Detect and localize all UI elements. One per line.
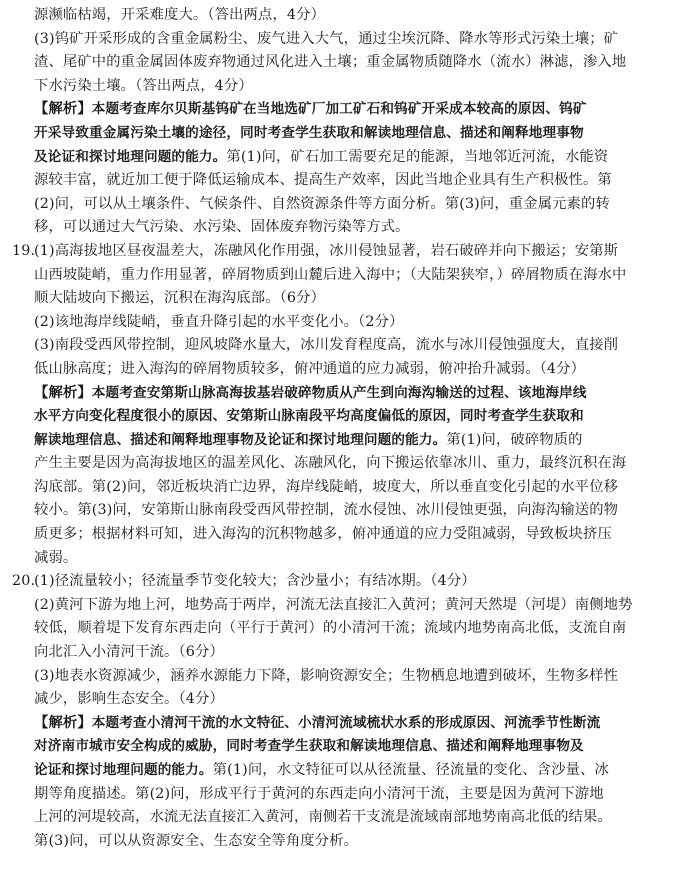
q19-answer-1-line: 山西坡陡峭，重力作用显著，碎屑物质到山麓后进入海中；（大陆架狭窄，）碎屑物质在海水中 xyxy=(34,266,627,283)
q20-answer-3-line: 减少，影响生态安全。（4分） xyxy=(34,691,224,708)
q19-analysis-line: 较小。第(3)问，安第斯山脉南段受西风带控制，流水侵蚀、冰川侵蚀更强，向海沟输送的物 xyxy=(34,502,619,519)
q18-answer-3-line: (3)钨矿开采形成的含重金属粉尘、废气进入大气，通过尘埃沉降、降水等形式污染土壤；矿 xyxy=(34,30,619,47)
q19-answer-3-line: 低山脉高度；进入海沟的碎屑物质较多，俯冲通道的应力减弱，俯冲抬升减弱。（4分） xyxy=(34,360,586,377)
q18-analysis-line: 开采导致重金属污染土壤的途径，同时考查学生获取和解读地理信息、描述和阐释地理事物 xyxy=(34,124,584,141)
analysis-tag: 【解析】 xyxy=(34,384,92,401)
q18-answer-2-tail: 源濒临枯竭，开采难度大。（答出两点，4分） xyxy=(34,7,326,23)
q20-answer-2-line: (2)黄河下游为地上河，地势高于两岸，河流无法直接汇入黄河；黄河天然堤（河堤）南侧地势 xyxy=(34,596,633,613)
q19-answer-1-line: 19.(1)高海拔地区昼夜温差大，冻融风化作用强，冰川侵蚀显著，岩石破碎并向下搬运；安第斯 xyxy=(12,240,674,264)
q20-answer-2-line: 较低，顺着堤下发育东西走向（平行于黄河）的小清河干流；流域内地势南高北低，支流自南 xyxy=(34,620,627,637)
q19-analysis-line: 减弱。 xyxy=(34,549,78,566)
q20-analysis-line: 对济南市城市安全构成的威胁，同时考查学生获取和解读地理信息、描述和阐释地理事物及 xyxy=(34,738,584,755)
q19-answer-3-line: (3)南段受西风带控制，迎风坡降水量大，冰川发育程度高，流水与冰川侵蚀强度大，直接削 xyxy=(34,337,619,354)
question-number: 19. xyxy=(12,242,36,259)
analysis-tag: 【解析】 xyxy=(34,714,92,731)
q19-answer-1-line: 顺大陆坡向下搬运，沉积在海沟底部。（6分） xyxy=(34,290,326,307)
q20-analysis-line: 期等角度描述。第(2)问，形成平行于黄河的东西走向小清河干流，主要是因为黄河下游地 xyxy=(34,785,604,802)
q19-analysis-line: 【解析】本题考查安第斯山脉高海拔基岩破碎物质从产生到向海沟输送的过程、该地海岸线 xyxy=(34,384,587,401)
q18-analysis-line: 及论证和探讨地理问题的能力。第(1)问，矿石加工需要充足的能源，当地邻近河流，水能资 xyxy=(34,148,609,165)
q20-answer-2-line: 向北汇入小清河干流。（6分） xyxy=(34,644,224,661)
q19-section xyxy=(12,240,674,570)
q18-answer-3-line: 渣、尾矿中的重金属固体废弃物通过风化进入土壤；重金属物质随降水（流水）淋滤，渗入地 xyxy=(34,54,627,71)
q19-analysis-line: 质更多；根据材料可知，进入海沟的沉积物越多，俯冲通道的应力受阻减弱，导致板块挤压 xyxy=(34,526,612,543)
q18-analysis-line: (2)问，可以从土壤条件、气候条件、自然资源条件等方面分析。第(3)问，重金属元素的转 xyxy=(34,195,610,212)
q20-analysis-line: 论证和探讨地理问题的能力。第(1)问，水文特征可以从径流量、径流量的变化、含沙量、冰 xyxy=(34,762,609,778)
q20-answer-1: 20.(1)径流量较小；径流量季节变化较大；含沙量小；有结冰期。（4分） xyxy=(12,570,674,594)
q20-answer-3-line: (3)地表水资源减少，涵养水源能力下降，影响资源安全；生物栖息地遭到破坏，生物多样性 xyxy=(34,667,619,684)
q18-analysis-line: 移，可以通过大气污染、水污染、固体废弃物污染等方式。 xyxy=(34,219,410,236)
q19-analysis-line: 水平方向变化程度很小的原因、安第斯山脉南段平均高度偏低的原因，同时考查学生获取和 xyxy=(34,408,584,425)
analysis-tag: 【解析】 xyxy=(34,101,92,118)
q19-answer-2: (2)该地海岸线陡峭，垂直升降引起的水平变化小。（2分） xyxy=(34,313,404,330)
q20-section xyxy=(12,570,674,853)
q20-analysis-line: 【解析】本题考查小清河干流的水文特征、小清河流域梳状水系的形成原因、河流季节性断流 xyxy=(34,714,601,731)
q18-analysis-line: 源较丰富，就近加工便于降低运输成本、提高生产效率，因此当地企业具有生产积极性。第 xyxy=(34,172,612,189)
q18-section xyxy=(12,4,674,240)
q20-analysis-line: 上河的河堤较高，水流无法直接汇入黄河，南侧若干支流是流域南部地势南高北低的结果。 xyxy=(34,809,612,826)
q20-analysis-line: 第(3)问，可以从资源安全、生态安全等角度分析。 xyxy=(34,832,359,849)
q18-answer-3-line: 下水污染土壤。（答出两点，4分） xyxy=(34,77,253,94)
q19-analysis-line: 解读地理信息、描述和阐释地理事物及论证和探讨地理问题的能力。第(1)问，破碎物质的 xyxy=(34,431,583,448)
q19-analysis-line: 产生主要是因为高海拔地区的温差风化、冻融风化，向下搬运依靠冰川、重力，最终沉积在海 xyxy=(34,455,627,472)
question-number: 20. xyxy=(12,573,36,590)
q18-analysis-line: 【解析】本题考查库尔贝斯基钨矿在当地选矿厂加工矿石和钨矿开采成本较高的原因、钨矿 xyxy=(34,101,587,118)
q19-analysis-line: 沟底部。第(2)问，邻近板块消亡边界，海岸线陡峭，坡度大，所以垂直变化引起的水平位移 xyxy=(34,478,619,495)
